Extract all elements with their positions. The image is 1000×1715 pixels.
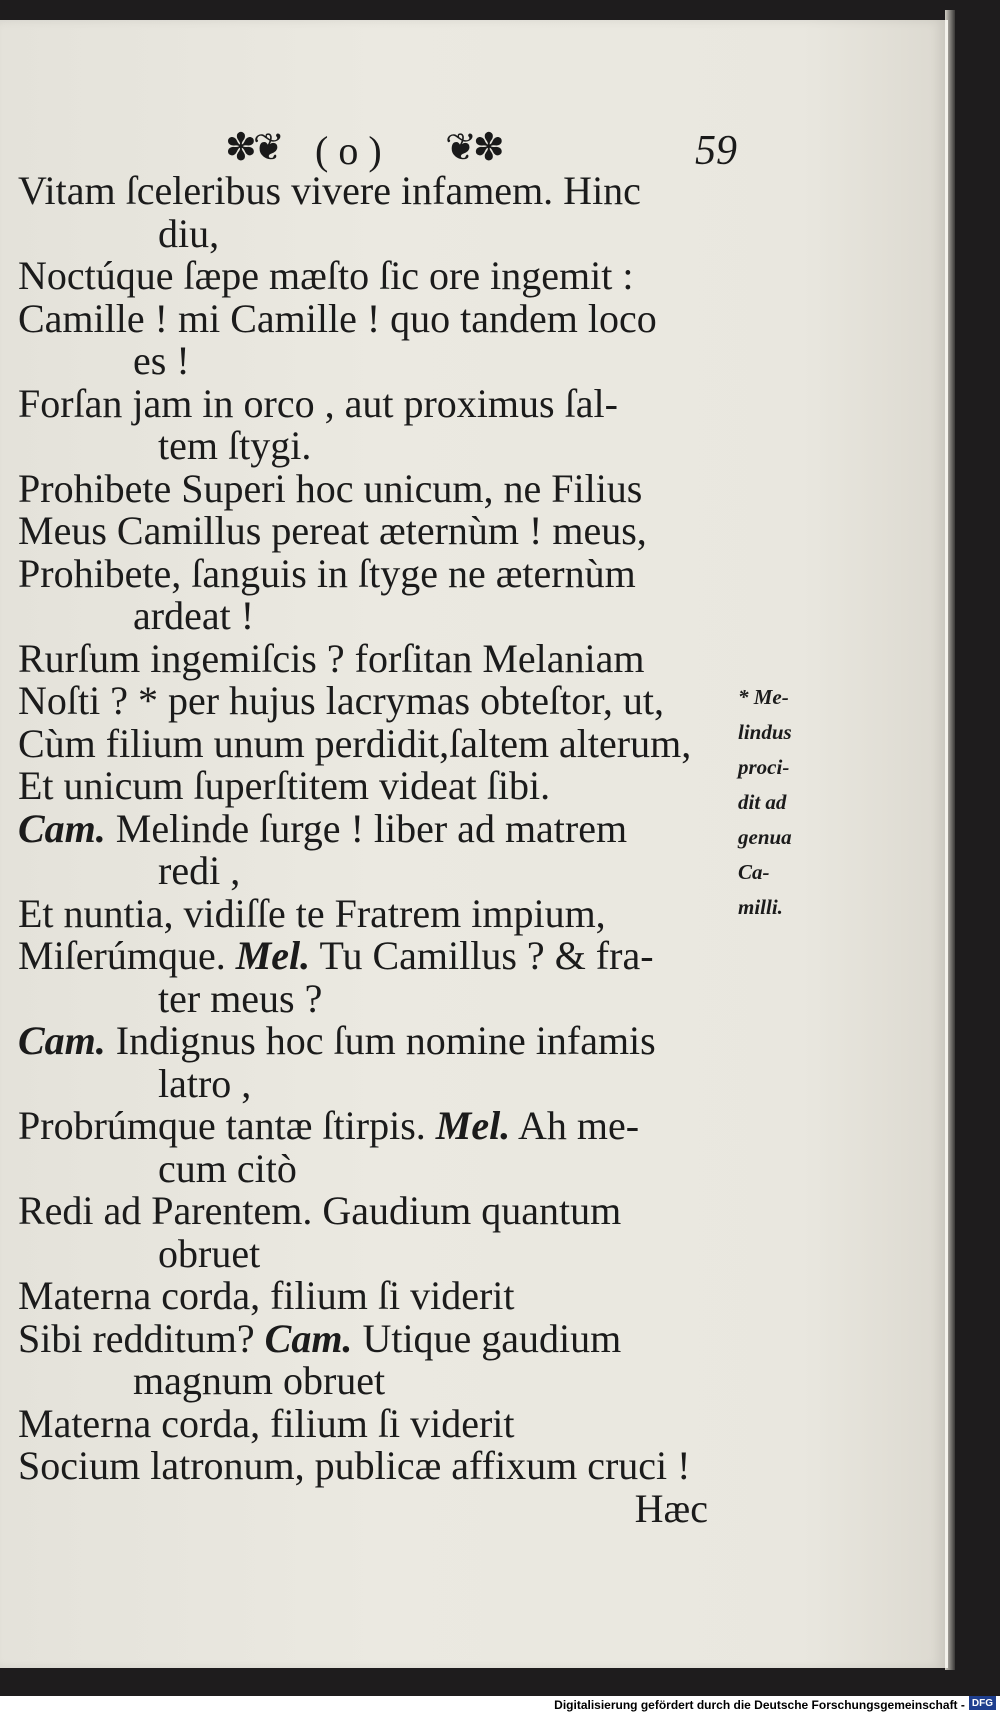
text-line: Materna corda, filium ſi viderit [18,1273,515,1318]
speech-text: Miſerúmque. [18,933,226,978]
text-line: Vitam ſceleribus vivere infamem. Hinc [18,168,641,213]
text-line [18,1105,738,1148]
marginal-line: proci- [738,755,790,779]
text-line: Cùm filium unum perdidit,ſaltem alterum, [18,720,692,766]
text-line: magnum obruet [133,1358,386,1403]
marginal-line: * Me- [738,685,789,709]
text-line: Prohibete Superi hoc unicum, ne Filius [18,465,643,511]
text-line: Prohibete, ſanguis in ſtyge ne æternùm [18,550,636,596]
marginal-line: dit ad [738,790,787,814]
text-line: diu, [158,210,220,256]
text-line: es ! [133,338,190,383]
text-line: Camille ! mi Camille ! quo tandem loco [18,295,657,341]
marginal-note [738,680,838,925]
text-line [18,935,738,978]
speech-text: Tu Camillus ? & fra- [319,933,654,978]
text-line: cum citò [158,1145,297,1191]
text-line [18,805,738,851]
speech-text: Probrúmque tantæ ſtirpis. [18,1103,426,1148]
text-line [18,1020,738,1063]
footer-bar [0,1696,1000,1715]
speaker-mel: Mel. [235,933,311,978]
speech-text: Melinde ſurge ! liber ad matrem [115,805,628,851]
speaker-mel: Mel. [435,1103,511,1148]
text-line: Et nuntia, vidiſſe te Fratrem impium, [18,890,606,936]
speaker-cam: Cam. [18,805,106,851]
text-line: tem ſtygi. [158,423,312,468]
text-line: Materna corda, filium ſi viderit [18,1400,515,1446]
text-line: Meus Camillus pereat æternùm ! meus, [18,508,647,553]
dfg-logo-icon: DFG [969,1696,996,1710]
page-number: 59 [695,128,737,174]
speaker-cam: Cam. [18,1018,106,1063]
marginal-line: milli. [738,895,783,919]
text-line: Forſan jam in orco , aut proximus ſal- [18,380,618,426]
ornament-right-icon: ❦✽ [445,125,501,169]
speech-text: Utique gaudium [362,1315,622,1361]
text-line: Socium latronum, publicæ affixum cruci ! [18,1443,691,1488]
text-line: latro , [158,1060,252,1106]
body-text [18,170,738,1530]
text-line: Redi ad Parentem. Gaudium quantum [18,1188,622,1233]
marginal-line: lindus [738,720,792,744]
text-line: Noctúque ſæpe mæſto ſic ore ingemit : [18,253,634,298]
marginal-line: genua [738,825,792,849]
text-line: Rurſum ingemiſcis ? forſitan Melaniam [18,635,645,681]
signature-mark: ( o ) [315,128,382,173]
footer-text: Digitalisierung gefördert durch die Deutsche Forschungsgemeinschaft - [554,1698,965,1712]
text-line: redi , [158,848,241,893]
marginal-line: Ca- [738,860,770,884]
speech-text: Ah me- [518,1103,640,1148]
text-line: ardeat ! [133,593,255,638]
speech-text: Indignus hoc ſum nomine infamis [115,1018,656,1063]
text-line [18,1315,738,1361]
text-line: Et unicum ſuperſtitem videat ſibi. [18,763,551,808]
text-line: Noſti ? * per hujus lacrymas obteſtor, ut, [18,678,665,723]
speech-text: Sibi redditum? [18,1315,255,1361]
ornament-left-icon: ✽❦ [225,125,281,169]
text-line: obruet [158,1230,261,1276]
catchword: Hæc [634,1485,708,1531]
text-line: ter meus ? [158,975,323,1021]
speaker-cam: Cam. [264,1315,353,1361]
